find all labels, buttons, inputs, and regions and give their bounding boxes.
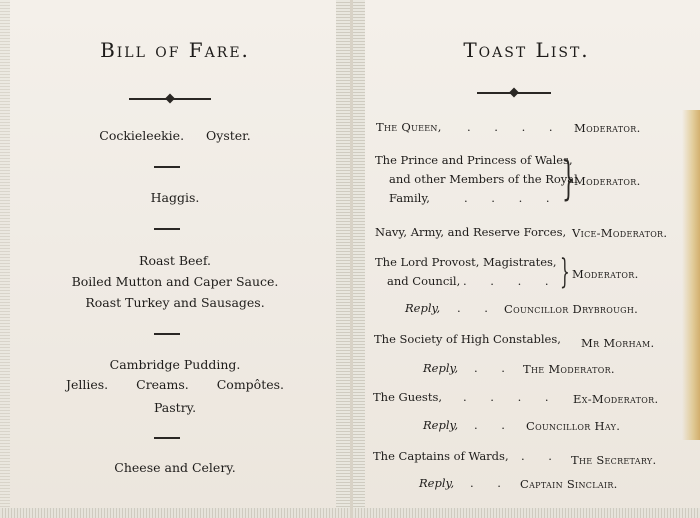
menu-item: Compôtes. <box>216 377 285 392</box>
menu-item: Roast Beef. <box>139 253 211 268</box>
toast-prince-line: The Prince and Princess of Wales, <box>375 153 573 167</box>
reply-by <box>504 302 638 316</box>
menu-item: Cheese and Celery. <box>114 460 236 475</box>
ornament-divider <box>477 92 551 94</box>
leader-dots: . . . . <box>464 191 560 205</box>
menu-item: Cambridge Pudding. <box>109 357 241 372</box>
leader-dots: . . <box>457 301 498 315</box>
toast-guests: The Guests, <box>373 390 443 404</box>
proposer: The Secretary. <box>571 453 657 467</box>
reply-label: Reply, <box>423 418 459 432</box>
course-divider <box>154 333 180 335</box>
proposer: Vice-Moderator. <box>572 226 668 240</box>
proposer: Moderator. <box>574 174 641 188</box>
toast-list-page <box>353 0 700 518</box>
toast-constables: The Society of High Constables, <box>374 332 561 346</box>
menu-line <box>0 377 350 392</box>
leader-dots: . . . . <box>463 274 559 288</box>
leader-dots: . . <box>474 418 515 432</box>
toast-navy: Navy, Army, and Reserve Forces, <box>375 225 567 239</box>
menu-item: Pastry. <box>153 400 197 415</box>
menu-item: Oyster. <box>206 128 251 143</box>
leader-dots: . . <box>474 361 515 375</box>
reply-label: Reply, <box>423 361 459 375</box>
toast-list-heading: Toast List. <box>463 38 590 62</box>
menu-item: Boiled Mutton and Caper Sauce. <box>71 274 279 289</box>
menu-item: Haggis. <box>150 190 200 205</box>
menu-item: Cockieleekie. <box>99 128 185 143</box>
toast-queen <box>376 120 442 134</box>
bill-of-fare-heading: Bill of Fare. <box>100 38 250 62</box>
reply-by: Captain Sinclair. <box>520 477 618 491</box>
toast-provost-line: and Council, <box>387 274 461 288</box>
course-divider <box>154 166 180 168</box>
menu-line <box>0 128 350 143</box>
page-edge-ribbed <box>353 0 365 518</box>
page-edge-bottom <box>353 508 700 518</box>
reply-by: The Moderator. <box>523 362 615 376</box>
course-divider <box>154 437 180 439</box>
leader-dots: . . <box>470 476 511 490</box>
reply-label: Reply, <box>419 476 455 490</box>
toast-prince-line: and other Members of the Royal <box>389 172 578 186</box>
toast-name: The Queen, <box>376 120 442 134</box>
brace-icon: } <box>562 151 576 205</box>
reply-label: Reply, <box>405 301 441 315</box>
reply-name: Councillor Drybrough. <box>504 302 639 316</box>
menu-item: Creams. <box>136 377 189 392</box>
proposer: Ex-Moderator. <box>573 392 659 406</box>
age-stain <box>682 110 700 440</box>
page-edge-bottom <box>0 508 350 518</box>
ornament-divider <box>129 98 211 100</box>
proposer: Mr Morham. <box>581 336 655 350</box>
proposer: Moderator. <box>574 121 641 135</box>
menu-item: Roast Turkey and Sausages. <box>85 295 265 310</box>
leader-dots: . . . . <box>467 120 563 134</box>
toast-provost-line: The Lord Provost, Magistrates, <box>375 255 557 269</box>
menu-item: Jellies. <box>65 377 109 392</box>
toast-captains: The Captains of Wards, <box>373 449 509 463</box>
leader-dots: . . <box>521 449 562 463</box>
reply-by: Councillor Hay. <box>526 419 621 433</box>
brace-icon: } <box>560 252 570 292</box>
course-divider <box>154 228 180 230</box>
leader-dots: . . . . <box>463 390 559 404</box>
toast-prince-line: Family, <box>389 191 430 205</box>
proposer: Moderator. <box>572 267 639 281</box>
